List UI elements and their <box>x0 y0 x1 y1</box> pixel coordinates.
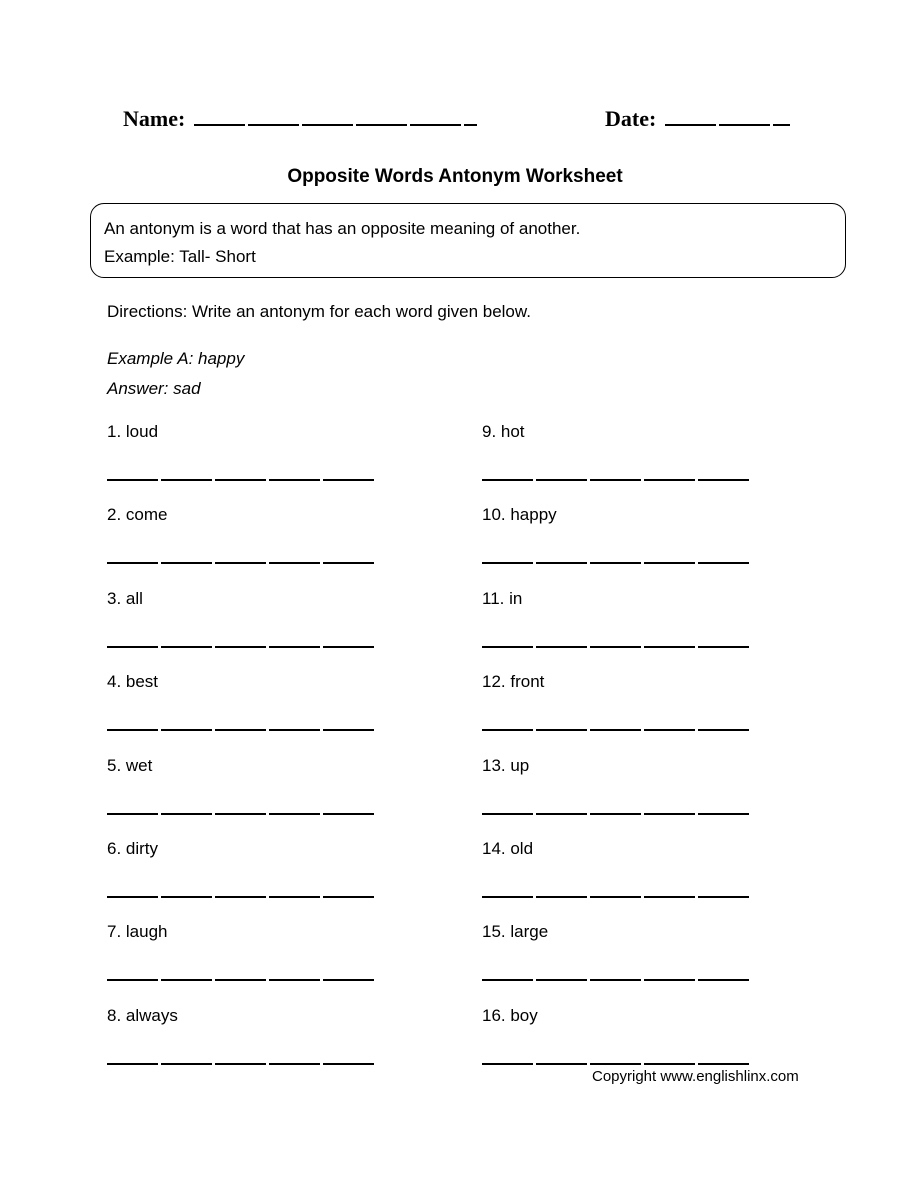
answer-blank <box>107 479 375 481</box>
item-word: 11. in <box>482 588 523 608</box>
definition-example-line: Example: Tall- Short <box>104 247 256 266</box>
item-word: 3. all <box>107 588 143 608</box>
item-word: 4. best <box>107 672 159 692</box>
item-word: 1. loud <box>107 422 159 441</box>
item-word: 7. laugh <box>107 922 168 942</box>
worksheet-item <box>107 1006 375 1089</box>
name-blank-line <box>194 104 477 126</box>
name-label: Name: <box>123 106 186 131</box>
date-field <box>605 104 790 132</box>
answer-blank <box>107 729 375 731</box>
directions-text: Directions: Write an antonym for each word given below. <box>107 302 531 321</box>
item-word: 13. up <box>482 755 530 775</box>
worksheet-item <box>107 922 375 1005</box>
item-word: 9. hot <box>482 422 525 441</box>
answer-blank <box>107 979 375 981</box>
worksheet-item <box>482 756 750 839</box>
item-word: 14. old <box>482 838 534 858</box>
worksheet-item <box>107 756 375 839</box>
example-answer: Answer: sad <box>107 379 201 398</box>
page-title: Opposite Words Antonym Worksheet <box>287 166 623 187</box>
answer-blank <box>107 896 375 898</box>
answer-blank <box>482 1063 750 1065</box>
worksheet-item <box>107 839 375 922</box>
definition-line: An antonym is a word that has an opposite meaning of another. <box>104 219 581 238</box>
answer-blank <box>482 896 750 898</box>
answer-blank <box>482 979 750 981</box>
answer-blank <box>482 813 750 815</box>
copyright-text: Copyright www.englishlinx.com <box>592 1068 799 1085</box>
date-label: Date: <box>605 106 657 131</box>
item-word: 2. come <box>107 505 168 525</box>
worksheet-item <box>107 672 375 755</box>
answer-blank <box>107 813 375 815</box>
definition-box <box>90 203 846 278</box>
worksheet-item <box>482 839 750 922</box>
worksheet-item <box>482 922 750 1005</box>
item-word: 15. large <box>482 922 549 942</box>
worksheet-item <box>482 505 750 588</box>
items-column-left <box>107 422 375 1089</box>
items-column-right <box>482 422 750 1089</box>
date-blank-line <box>665 104 790 126</box>
answer-blank <box>482 729 750 731</box>
worksheet-item <box>482 589 750 672</box>
item-word: 10. happy <box>482 505 557 525</box>
answer-blank <box>107 562 375 564</box>
worksheet-item <box>107 422 375 505</box>
answer-blank <box>482 646 750 648</box>
worksheet-item <box>482 422 750 505</box>
item-word: 16. boy <box>482 1005 538 1025</box>
answer-blank <box>107 646 375 648</box>
worksheet-item <box>482 672 750 755</box>
example-prompt: Example A: happy <box>107 349 245 368</box>
item-word: 6. dirty <box>107 838 159 858</box>
example-block <box>107 344 244 404</box>
answer-blank <box>107 1063 375 1065</box>
worksheet-item <box>107 505 375 588</box>
item-word: 5. wet <box>107 755 153 775</box>
worksheet-item <box>107 589 375 672</box>
name-field <box>123 104 477 132</box>
answer-blank <box>482 562 750 564</box>
item-word: 8. always <box>107 1005 178 1025</box>
answer-blank <box>482 479 750 481</box>
item-word: 12. front <box>482 672 545 692</box>
